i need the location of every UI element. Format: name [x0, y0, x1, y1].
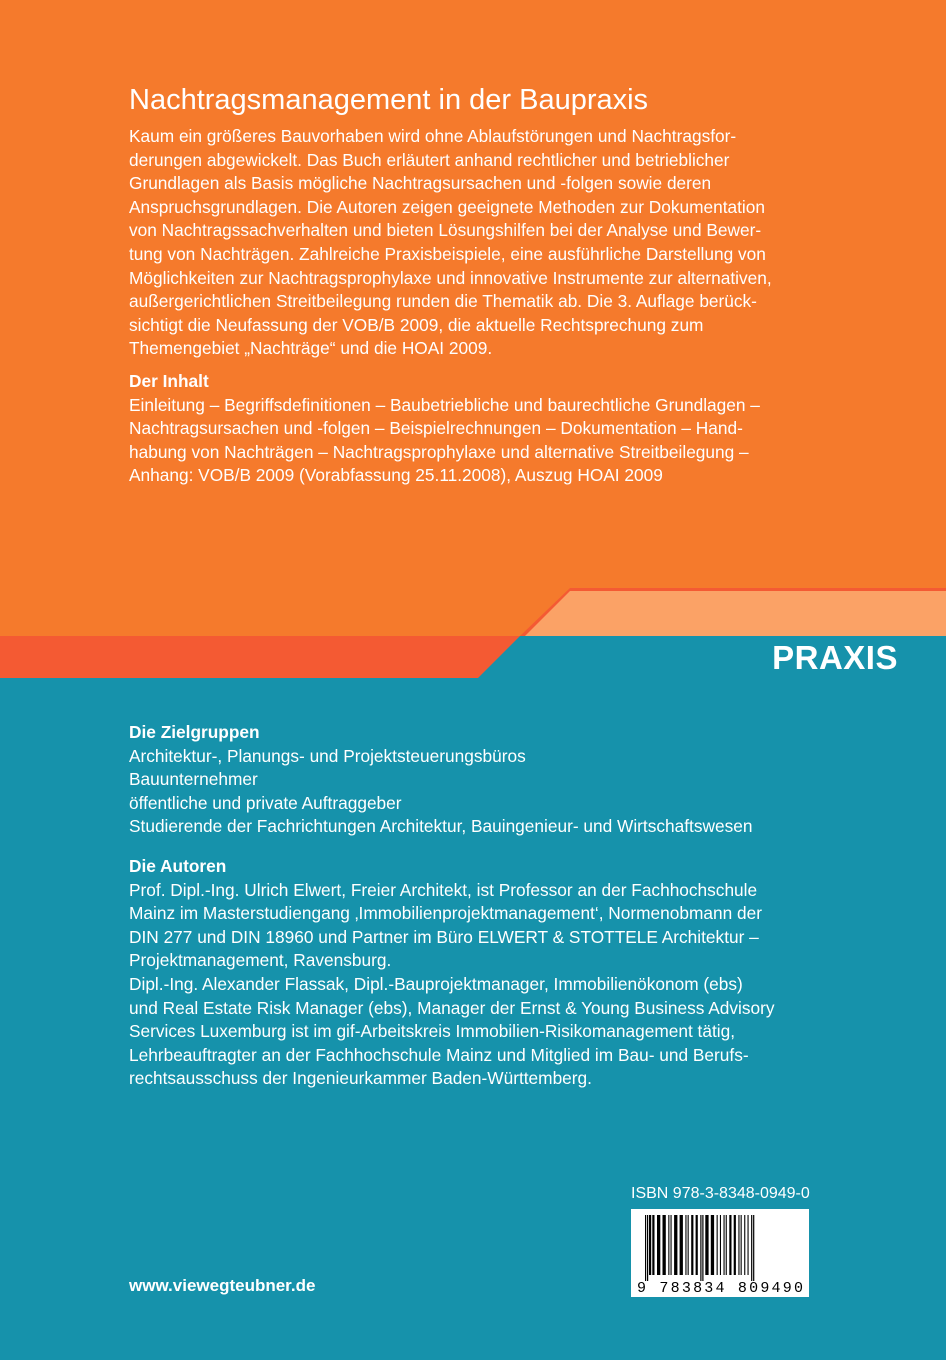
barcode-bar	[748, 1215, 749, 1275]
content-heading: Der Inhalt	[129, 371, 209, 391]
barcode-bar	[741, 1215, 742, 1275]
content-list	[129, 394, 829, 488]
authors-line: und Real Estate Risk Manager (ebs), Manager der Ernst & Young Business Advisory	[129, 997, 775, 1018]
barcode-bar	[649, 1215, 651, 1275]
content-line: Anhang: VOB/B 2009 (Vorabfassung 25.11.2008), Auszug HOAI 2009	[129, 465, 663, 486]
barcode-bar	[691, 1215, 693, 1275]
barcode-bar	[663, 1215, 666, 1275]
audience-list	[129, 745, 829, 839]
barcode-bar	[717, 1215, 718, 1275]
barcode-bar	[729, 1215, 731, 1275]
description-paragraph	[129, 125, 829, 361]
content-block	[129, 370, 829, 488]
barcode-bar	[652, 1215, 654, 1275]
description-line: derungen abgewickelt. Das Buch erläutert anhand rechtlicher und betrieblicher	[129, 149, 730, 170]
description-line: sichtigt die Neufassung der VOB/B 2009, die aktuelle Rechtsprechung zum	[129, 314, 704, 335]
description-line: Anspruchsgrundlagen. Die Autoren zeigen geeignete Methoden zur Dokumentation	[129, 196, 765, 217]
barcode-guard-bar	[753, 1215, 754, 1281]
barcode-guard-bar	[647, 1215, 648, 1281]
barcode-bar	[726, 1215, 727, 1275]
authors-heading: Die Autoren	[129, 856, 227, 876]
audience-block	[129, 721, 829, 839]
series-label-praxis: PRAXIS	[772, 639, 898, 676]
authors-line: rechtsausschuss der Ingenieurkammer Baden-Württemberg.	[129, 1068, 592, 1089]
description-line: von Nachtragssachverhalten und bieten Lösungshilfen bei der Analyse und Bewer-	[129, 220, 762, 241]
authors-block	[129, 855, 829, 1091]
authors-line: Dipl.-Ing. Alexander Flassak, Dipl.-Bauprojektmanager, Immobilienökonom (ebs)	[129, 973, 743, 994]
barcode-bar	[680, 1215, 683, 1275]
book-title: Nachtragsmanagement in der Baupraxis	[129, 84, 649, 116]
barcode-bar	[744, 1215, 745, 1275]
authors-line: Projektmanagement, Ravensburg.	[129, 950, 392, 971]
barcode-guard-bar	[702, 1215, 703, 1281]
publisher-website: www.viewegteubner.de	[129, 1276, 316, 1295]
audience-line: öffentliche und private Auftraggeber	[129, 792, 402, 813]
barcode-bar	[688, 1215, 689, 1275]
description-line: tung von Nachträgen. Zahlreiche Praxisbeispiele, eine ausführliche Darstellung von	[129, 243, 766, 264]
barcode-bar	[724, 1215, 725, 1275]
description-line: Grundlagen als Basis mögliche Nachtragsursachen und -folgen sowie deren	[129, 173, 712, 194]
authors-line: Lehrbeauftragter an der Fachhochschule Mainz und Mitglied im Bau- und Berufs-	[129, 1044, 749, 1065]
barcode-bar	[668, 1215, 669, 1275]
barcode-bar	[738, 1215, 739, 1275]
description-line: außergerichtlichen Streitbeilegung runden die Thematik ab. Die 3. Auflage berück-	[129, 291, 757, 312]
description-line: Themengebiet „Nachträge“ und die HOAI 2009.	[129, 338, 493, 359]
barcode-bar	[674, 1215, 677, 1275]
content-line: Einleitung – Begriffsdefinitionen – Baubetriebliche und baurechtliche Grundlagen –	[129, 394, 760, 415]
barcode-bar	[671, 1215, 672, 1275]
barcode-bar	[705, 1215, 708, 1275]
barcode	[631, 1209, 809, 1297]
barcode-bar	[720, 1215, 721, 1275]
barcode-bar	[685, 1215, 686, 1275]
authors-line: Services Luxemburg ist im gif-Arbeitskreis Immobilien-Risikomanagement tätig,	[129, 1021, 736, 1042]
barcode-guard-bar	[700, 1215, 701, 1281]
barcode-guard-bar	[645, 1215, 646, 1281]
barcode-bar	[711, 1215, 714, 1275]
barcode-bar	[734, 1215, 736, 1275]
band-lower-red	[0, 636, 520, 678]
authors-line: Prof. Dipl.-Ing. Ulrich Elwert, Freier Architekt, ist Professor an der Fachhochschule	[129, 879, 758, 900]
barcode-graphic	[631, 1209, 809, 1297]
audience-line: Bauunternehmer	[129, 769, 258, 790]
audience-line: Architektur-, Planungs- und Projektsteuerungsbüros	[129, 745, 526, 766]
authors-paragraph	[129, 879, 829, 1091]
barcode-bar	[657, 1215, 660, 1275]
barcode-digits: 9 783834 809490	[637, 1280, 803, 1297]
content-line: Nachtragsursachen und -folgen – Beispielrechnungen – Dokumentation – Hand-	[129, 418, 743, 439]
audience-line: Studierende der Fachrichtungen Architektur, Bauingenieur- und Wirtschaftswesen	[129, 816, 753, 837]
band-peach-segment	[525, 591, 946, 636]
authors-line: Mainz im Masterstudiengang ‚Immobilienprojektmanagement‘, Normenobmann der	[129, 903, 762, 924]
content-line: habung von Nachträgen – Nachtragsprophylaxe und alternative Streitbeilegung –	[129, 441, 749, 462]
description-line: Möglichkeiten zur Nachtragsprophylaxe und innovative Instrumente zur alternativen,	[129, 267, 772, 288]
isbn-text: ISBN 978-3-8348-0949-0	[631, 1185, 810, 1202]
barcode-guard-bar	[751, 1215, 752, 1281]
authors-line: DIN 277 und DIN 18960 und Partner im Büro ELWERT & STOTTELE Architektur –	[129, 926, 759, 947]
audience-heading: Die Zielgruppen	[129, 722, 260, 742]
barcode-bar	[696, 1215, 698, 1275]
description-line: Kaum ein größeres Bauvorhaben wird ohne Ablaufstörungen und Nachtragsfor-	[129, 126, 737, 146]
description-block	[129, 125, 829, 361]
